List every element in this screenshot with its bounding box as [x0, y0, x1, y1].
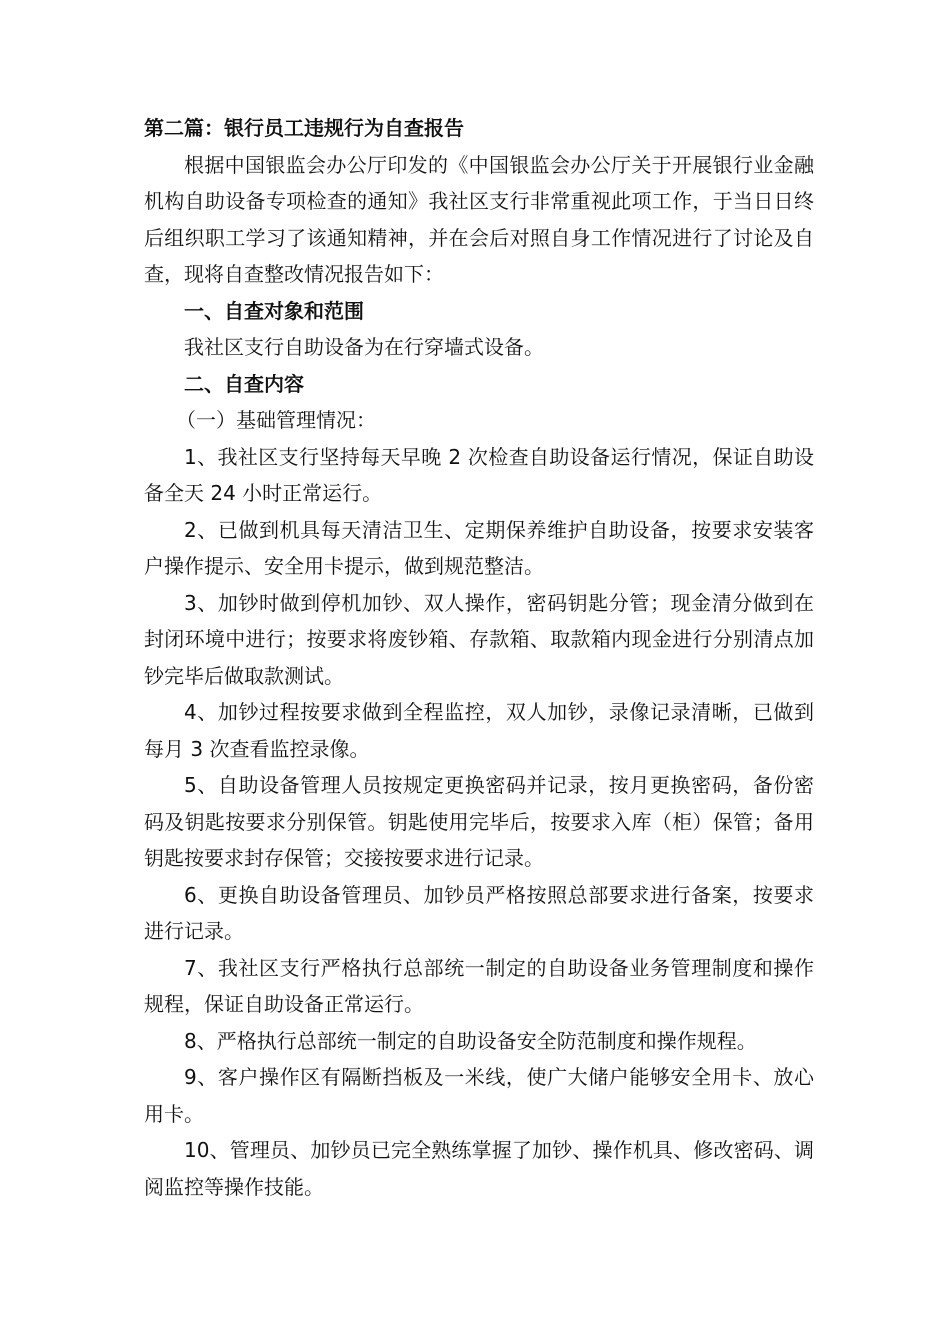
section-1-heading: 一、自查对象和范围: [184, 298, 364, 323]
list-item: 6、更换自助设备管理员、加钞员严格按照总部要求进行备案，按要求进行记录。: [144, 882, 814, 943]
list-item: 1、我社区支行坚持每天早晚 2 次检查自助设备运行情况，保证自助设备全天 24 小时正常运行。: [144, 444, 814, 505]
list-item: 8、严格执行总部统一制定的自助设备安全防范制度和操作规程。: [184, 1028, 757, 1053]
list-item: 2、已做到机具每天清洁卫生、定期保养维护自助设备，按要求安装客户操作提示、安全用卡提示，做到规范整洁。: [144, 517, 814, 578]
section-1-text: 我社区支行自助设备为在行穿墙式设备。: [184, 335, 544, 359]
document-body: [144, 110, 814, 1205]
section-2-heading: 二、自查内容: [184, 371, 304, 396]
document-title: 第二篇：银行员工违规行为自查报告: [144, 116, 464, 140]
list-item: 9、客户操作区有隔断挡板及一米线，使广大储户能够安全用卡、放心用卡。: [144, 1065, 814, 1126]
list-item: 4、加钞过程按要求做到全程监控，双人加钞，录像记录清晰，已做到每月 3 次查看监控录像。: [144, 700, 814, 761]
list-item: 5、自助设备管理人员按规定更换密码并记录，按月更换密码，备份密码及钥匙按要求分别保管。钥匙使用完毕后，按要求入库（柜）保管；备用钥匙按要求封存保管；交接按要求进行记录。: [144, 773, 814, 870]
list-item: 3、加钞时做到停机加钞、双人操作，密码钥匙分管；现金清分做到在封闭环境中进行；按要求将废钞箱、存款箱、取款箱内现金进行分别清点加钞完毕后做取款测试。: [144, 590, 814, 688]
intro-paragraph: 根据中国银监会办公厅印发的《中国银监会办公厅关于开展银行业金融机构自助设备专项检查的通知》我社区支行非常重视此项工作，于当日日终后组织职工学习了该通知精神，并在会后对照自身工作情况进行了讨论及自查，现将自查整改情况报告如下：: [144, 152, 814, 286]
list-item: 10、管理员、加钞员已完全熟练掌握了加钞、操作机具、修改密码、调阅监控等操作技能。: [144, 1138, 814, 1199]
list-item: 7、我社区支行严格执行总部统一制定的自助设备业务管理制度和操作规程，保证自助设备正常运行。: [144, 955, 814, 1016]
subsection-1-heading: （一）基础管理情况：: [176, 408, 376, 432]
